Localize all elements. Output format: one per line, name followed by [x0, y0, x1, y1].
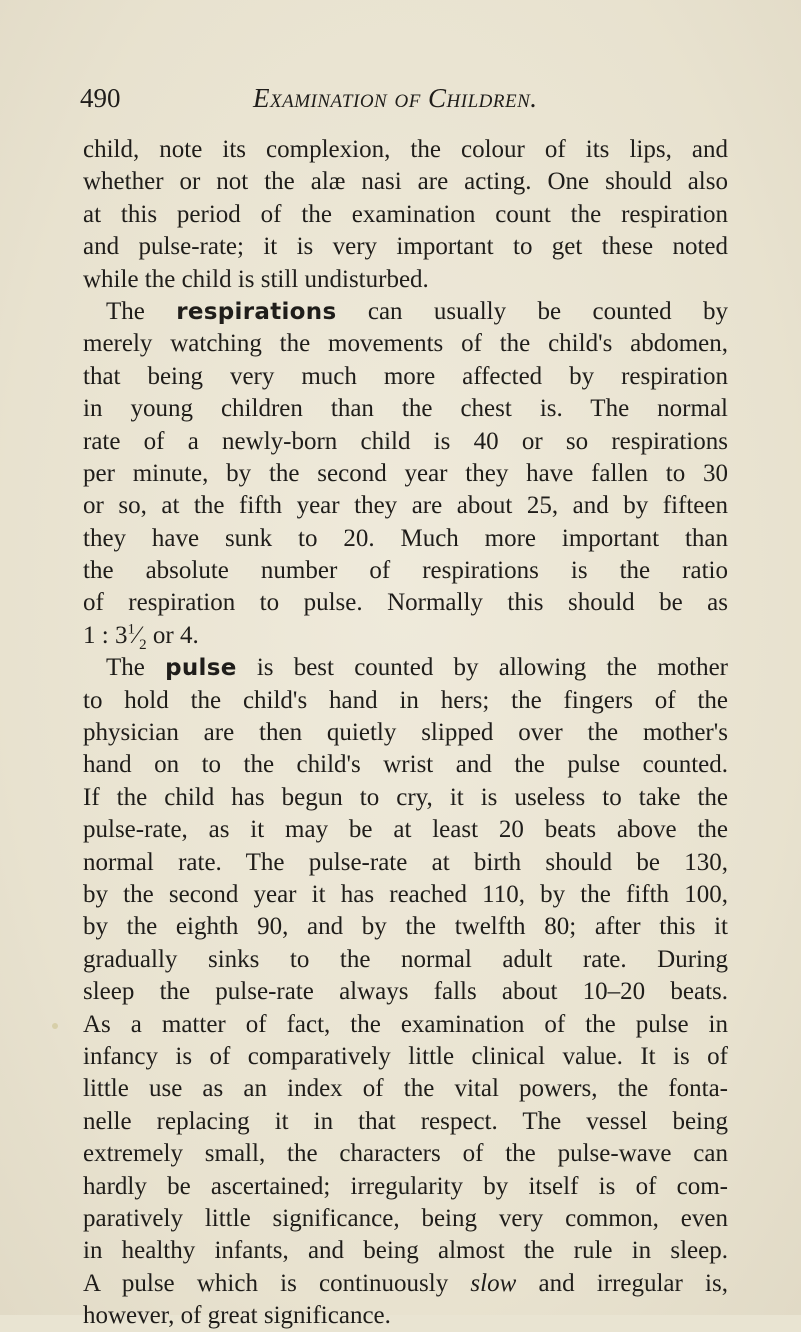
text-line: gradually sinks to the normal adult rate. During — [83, 945, 728, 973]
text-line: hardly be ascertained; irregularity by itself is of com- — [83, 1172, 728, 1200]
running-title: Examination of Children. — [253, 83, 538, 113]
line-with-italic — [83, 1268, 728, 1300]
text-line: in healthy infants, and being almost the rule in sleep. — [83, 1237, 728, 1265]
text-line: by the second year it has reached 110, by the fifth 100, — [83, 880, 728, 908]
text-line: child, note its complexion, the colour of its lips, and — [83, 136, 728, 163]
paragraph-respirations-first-line — [83, 296, 728, 328]
text-line: merely watching the movements of the child's abdomen, — [83, 330, 728, 358]
page-number: 490 — [80, 83, 121, 113]
text-line: sleep the pulse-rate always falls about 10–20 beats. — [83, 978, 728, 1006]
text-fragment: is best counted by allowing the mother — [256, 654, 729, 682]
text-line: to hold the child's hand in hers; the fingers of the — [83, 686, 728, 714]
text-line: physician are then quietly slipped over the mother's — [83, 719, 728, 747]
text-line: per minute, by the second year they have fallen to 30 — [83, 459, 728, 487]
text-line: If the child has begun to cry, it is useless to take the — [83, 783, 728, 811]
text-line: pulse-rate, as it may be at least 20 beats above the — [83, 816, 728, 844]
text-line: As a matter of fact, the examination of the pulse in — [83, 1010, 728, 1038]
text-line: infancy is of comparatively little clinical value. It is of — [83, 1042, 728, 1070]
text-line: at this period of the examination count the respiration — [83, 200, 728, 228]
text-line: of respiration to pulse. Normally this should be as — [83, 589, 728, 617]
text-fragment: can usually be counted by — [367, 297, 729, 325]
text-line: they have sunk to 20. Much more important than — [83, 524, 728, 552]
text-line: rate of a newly-born child is 40 or so respirations — [83, 427, 728, 455]
ratio-rest: or 4. — [146, 621, 199, 649]
fraction-denominator: 2 — [139, 636, 147, 653]
text-line: that being very much more affected by respiration — [83, 362, 728, 390]
text-line: extremely small, the characters of the pulse-wave can — [83, 1140, 728, 1168]
text-line: or so, at the fifth year they are about 25, and by fifteen — [83, 492, 728, 520]
paper-spot — [52, 1023, 58, 1029]
text-line: whether or not the alæ nasi are acting. One should also — [83, 168, 728, 196]
term-pulse: pulse — [165, 655, 237, 682]
text-line: by the eighth 90, and by the twelfth 80; after this it — [83, 913, 728, 941]
text-line: paratively little significance, being very common, even — [83, 1204, 728, 1232]
text-line: little use as an index of the vital powers, the fonta- — [83, 1075, 728, 1103]
text-fragment: A pulse which is continuously — [83, 1269, 471, 1297]
text-fragment: The — [106, 297, 145, 325]
text-line: however, of great significance. — [83, 1302, 391, 1330]
term-respirations: respirations — [176, 298, 337, 325]
text-line: normal rate. The pulse-rate at birth should be 130, — [83, 848, 728, 876]
text-fragment: The — [106, 654, 145, 682]
fraction-numerator: 1 — [127, 621, 135, 638]
running-head — [80, 78, 740, 118]
ratio-main: 1 : 3 — [83, 621, 128, 649]
italic-slow: slow — [470, 1269, 517, 1297]
text-line: hand on to the child's wrist and the pulse counted. — [83, 751, 728, 779]
text-line: while the child is still undisturbed. — [83, 265, 429, 293]
ratio-line: 1 : $3^1⁄_2$ or 4. — [83, 621, 199, 653]
text-line: nelle replacing it in that respect. The vessel being — [83, 1107, 728, 1135]
body-text — [83, 134, 728, 1332]
text-line: the absolute number of respirations is the ratio — [83, 557, 728, 585]
paragraph-pulse-first-line — [83, 652, 728, 684]
text-line: in young children than the chest is. The normal — [83, 395, 728, 423]
text-fragment: and irregular is, — [516, 1269, 728, 1297]
text-line: and pulse-rate; it is very important to get these noted — [83, 233, 728, 261]
